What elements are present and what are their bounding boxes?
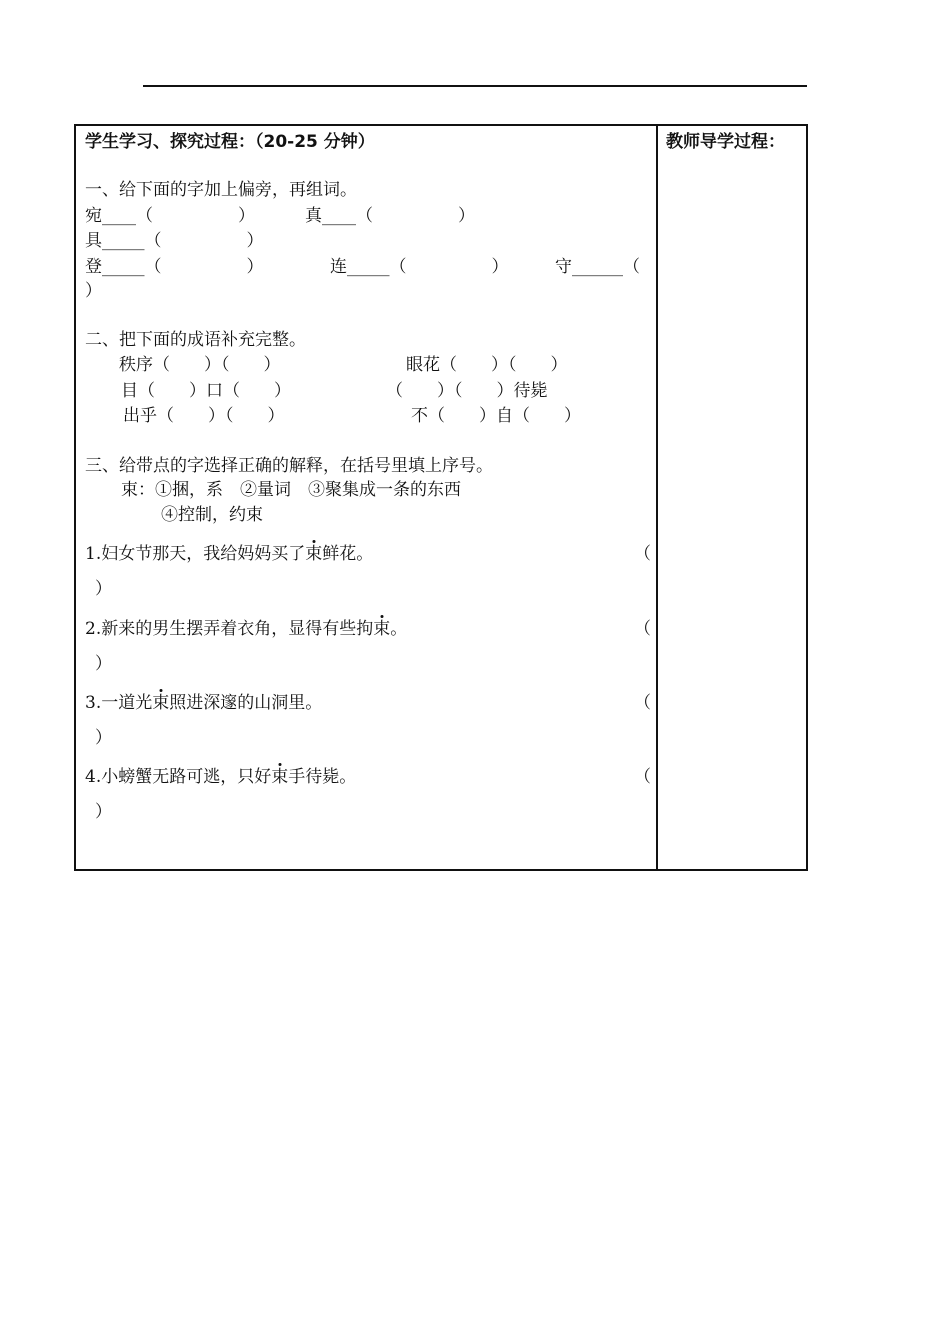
radical-item xyxy=(555,257,640,277)
idiom-item[interactable]: 目（ ）口（ ） xyxy=(121,381,291,401)
answer-paren-close: ） xyxy=(95,728,112,748)
section-1-title: 一、给下面的字加上偏旁，再组词。 xyxy=(85,180,357,200)
radical-item xyxy=(85,231,264,251)
answer-paren-open[interactable]: （ xyxy=(634,767,651,787)
idiom-item[interactable]: 不（ ）自（ ） xyxy=(411,406,581,426)
answer-paren-close: ） xyxy=(95,579,112,599)
idiom-item[interactable]: 眼花（ ）（ ） xyxy=(406,355,568,375)
radical-char: 具 xyxy=(85,231,102,251)
answer-paren-open[interactable]: （ xyxy=(634,693,651,713)
answer-paren-open[interactable]: （ xyxy=(634,619,651,639)
radical-item xyxy=(85,206,255,226)
answer-paren-close: ） xyxy=(95,654,112,674)
wrapped-paren: ） xyxy=(85,281,102,301)
radical-char: 宛 xyxy=(85,206,102,226)
meaning-options: 束：①捆，系 ②量词 ③聚集成一条的东西 xyxy=(121,480,461,500)
radical-blank[interactable]: _____（ ） xyxy=(102,231,264,251)
radical-item xyxy=(305,206,475,226)
radical-char: 真 xyxy=(305,206,322,226)
column-divider xyxy=(656,126,658,869)
radical-blank[interactable]: _____（ ） xyxy=(347,257,509,277)
section-2-title: 二、把下面的成语补充完整。 xyxy=(85,330,306,350)
radical-item xyxy=(330,257,509,277)
sentence-item: 1.妇女节那天，我给妈妈买了束鲜花。 xyxy=(85,544,374,564)
student-column-title: 学生学习、探究过程：（20-25 分钟） xyxy=(85,132,375,152)
sentence-item: 3.一道光束照进深邃的山洞里。 xyxy=(85,693,323,713)
radical-blank[interactable]: ____（ ） xyxy=(322,206,475,226)
sentence-item: 2.新来的男生摆弄着衣角，显得有些拘束。 xyxy=(85,619,408,639)
answer-paren-open[interactable]: （ xyxy=(634,544,651,564)
idiom-item[interactable]: 出乎（ ）（ ） xyxy=(123,406,285,426)
header-rule xyxy=(143,85,807,87)
radical-blank[interactable]: ______（ xyxy=(572,257,640,277)
meaning-options: ④控制，约束 xyxy=(161,505,263,525)
dotted-char: 束 xyxy=(305,544,323,564)
radical-blank[interactable]: ____（ ） xyxy=(102,206,255,226)
dotted-char: 束 xyxy=(373,619,391,639)
sentence-item: 4.小螃蟹无路可逃，只好束手待毙。 xyxy=(85,767,357,787)
lesson-table xyxy=(74,124,808,871)
idiom-item[interactable]: （ ）（ ）待毙 xyxy=(386,381,548,401)
radical-blank[interactable]: _____（ ） xyxy=(102,257,264,277)
idiom-item[interactable]: 秩序（ ）（ ） xyxy=(119,355,281,375)
dotted-char: 束 xyxy=(271,767,289,787)
radical-char: 守 xyxy=(555,257,572,277)
dotted-char: 束 xyxy=(152,693,170,713)
radical-item xyxy=(85,257,264,277)
answer-paren-close: ） xyxy=(95,802,112,822)
radical-char: 连 xyxy=(330,257,347,277)
teacher-column-title: 教师导学过程： xyxy=(666,132,785,152)
section-3-title: 三、给带点的字选择正确的解释，在括号里填上序号。 xyxy=(85,456,493,476)
radical-char: 登 xyxy=(85,257,102,277)
